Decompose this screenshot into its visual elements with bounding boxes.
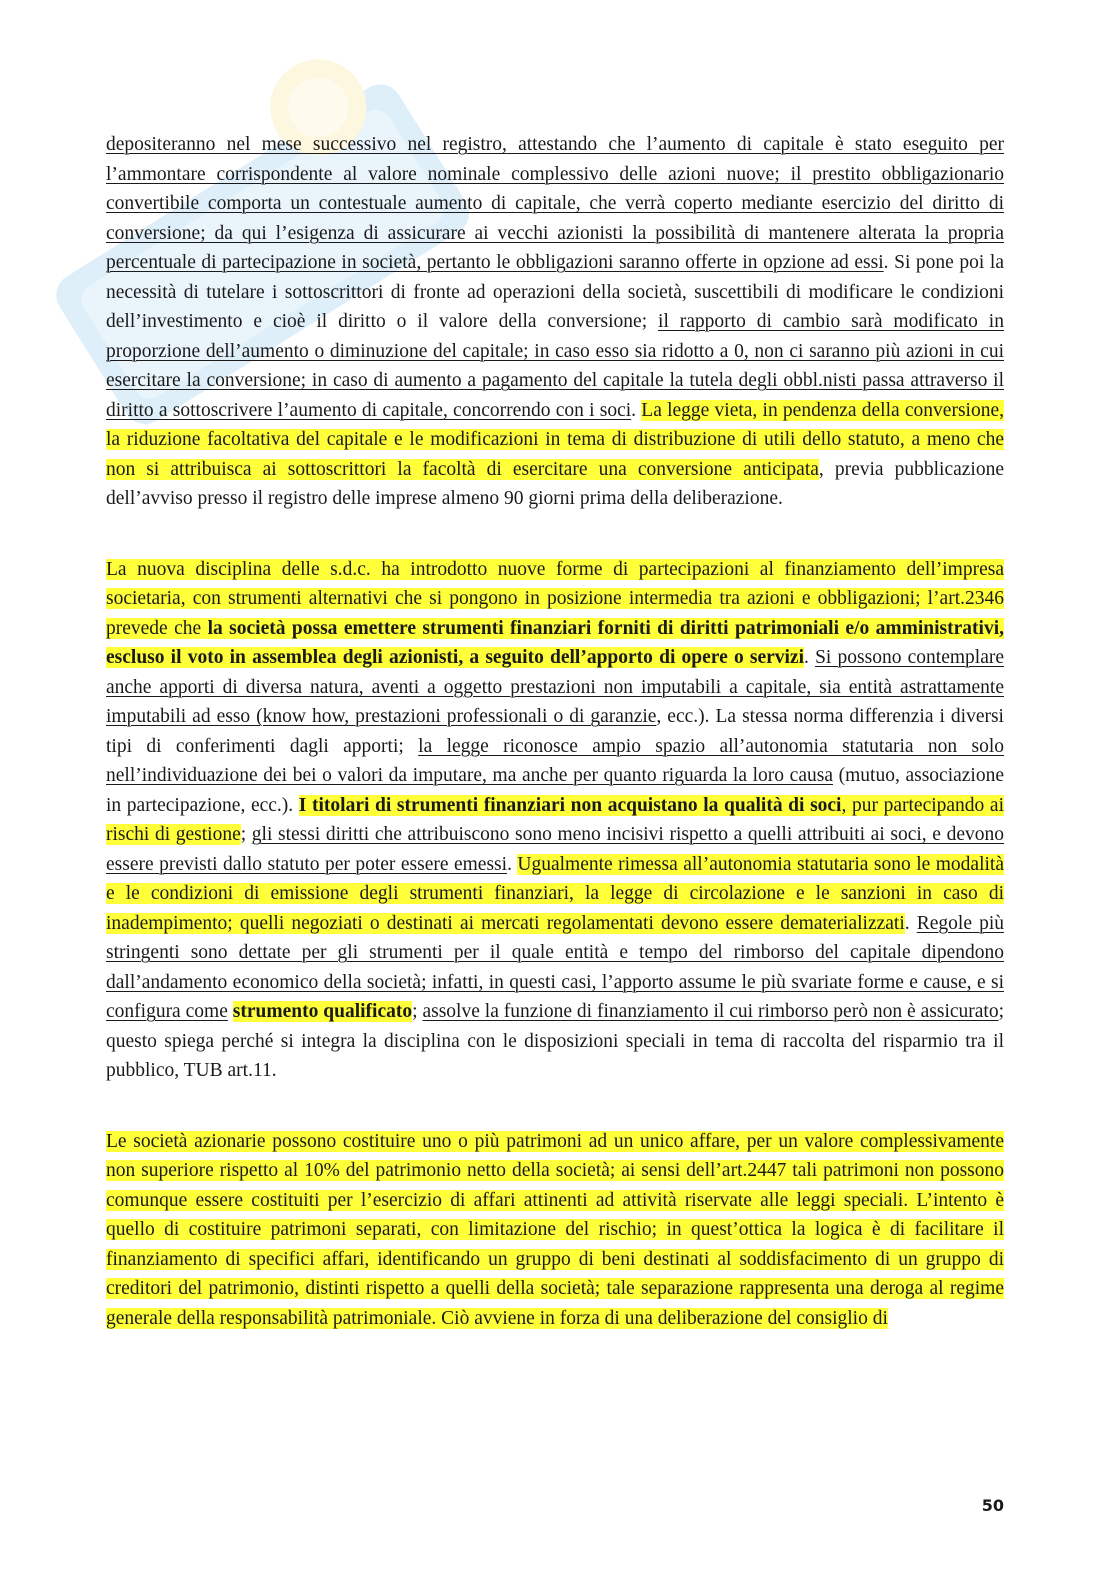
paragraph-convertible-bonds [106, 130, 1004, 514]
plain-text: ; questo spiega perché si integra la disciplina con le disposizioni speciali in tema di raccolta del risparmio tra il pubblico, TUB art.11. [106, 1001, 1005, 1081]
highlighted-bold-text: strumento qualificato [232, 1001, 413, 1022]
page-number: 50 [981, 1496, 1004, 1515]
paragraph-separate-assets [106, 1127, 1004, 1334]
underlined-text: la legge riconosce ampio spazio all’autonomia statutaria non solo nell’individuazione dei bei o valori da imputare, ma anche per quanto riguarda la loro causa [106, 735, 1004, 786]
plain-text: , previa pubblicazione dell’avviso presso il registro delle imprese almeno 90 giorni prima della deliberazione. [106, 458, 1004, 509]
paragraph-financial-instruments [106, 555, 1004, 1086]
plain-text: . [507, 853, 518, 875]
underlined-text: assolve la funzione di finanziamento il cui rimborso però non è assicurato [422, 1001, 999, 1022]
document-page [106, 130, 1004, 1333]
highlighted-text: , pur partecipando ai rischi di gestione [106, 794, 1004, 845]
plain-text: ; [240, 824, 252, 845]
underlined-text: Si possono contemplare anche apporti di diversa natura, aventi a oggetto prestazioni non imputabili a capitale, sia entità astrattamente imputabili ad esso (know how, prestazioni professionali o di garanzie [106, 647, 1004, 727]
highlighted-text: La nuova disciplina delle s.d.c. ha introdotto nuove forme di partecipazioni al finanziamento dell’impresa societaria, con strumenti alternativi che si pongono in posizione intermedia tra azioni e obbligazioni; l’art.2346 prevede che [106, 558, 1004, 639]
plain-text: . [631, 399, 642, 421]
highlighted-bold-text: I titolari di strumenti finanziari non acquistano la qualità di soci [298, 794, 842, 816]
highlighted-text: Le società azionarie possono costituire uno o più patrimoni ad un unico affare, per un valore complessivamente non superiore rispetto al 10% del patrimonio netto della società; ai sensi dell’art.2447 tali patrimoni non possono comunque essere costituiti per l’esercizio di affari attinenti ad attività riservate alle leggi speciali. L’intento è quello di costituire patrimoni separati, con limitazione del rischio; in quest’ottica la logica è di facilitare il finanziamento di specifici affari, identificando un gruppo di beni destinati al soddisfacimento di un gruppo di creditori del patrimonio, distinti rispetto a quelli della società; tale separazione rappresenta una deroga al regime generale della responsabilità patrimoniale. Ciò avviene in forza di una deliberazione del consiglio di [106, 1130, 1004, 1329]
plain-text: . Si pone poi la necessità di tutelare i sottoscrittori di fronte ad operazioni della società, suscettibili di modificare le condizioni dell’investimento e cioè il diritto o il valore della conversione; [106, 252, 1004, 332]
plain-text: ; [412, 1001, 423, 1022]
highlighted-text: La legge vieta, in pendenza della conversione, la riduzione facoltativa del capitale e le modificazioni in tema di distribuzione di utili dello statuto, a meno che non si attribuisca ai sottoscrittori la facoltà di esercitare una conversione anticipata [106, 399, 1004, 480]
highlighted-text: Ugualmente rimessa all’autonomia statutaria sono le modalità e le condizioni di emissione degli strumenti finanziari, la legge di circolazione e le sanzioni in caso di inadempimento; quelli negoziati o destinati ai mercati regolamentati devono essere dematerializzati [106, 853, 1004, 934]
plain-text: . [804, 647, 816, 668]
plain-text: . [904, 912, 917, 934]
plain-text: (mutuo, associazione in partecipazione, ecc.). [106, 765, 1004, 816]
plain-text: , ecc.). La stessa norma differenzia i diversi tipi di conferimenti dagli apporti; [106, 706, 1004, 757]
underlined-text: il rapporto di cambio sarà modificato in proporzione dell’aumento o diminuzione del capitale; in caso esso sia ridotto a 0, non ci saranno più azioni in cui esercitare la conversione; in caso di aumento a pagamento del capitale la tutela degli obbl.nisti passa attraverso il diritto a sottoscrivere l’aumento di capitale, concorrendo con i soci [106, 311, 1004, 421]
underlined-text: Regole più stringenti sono dettate per gli strumenti per il quale entità e tempo del rimborso del capitale dipendono dall’andamento economico della società; infatti, in questi casi, l’apporto assume le più svariate forme e cause, e si configura come [106, 912, 1005, 1022]
highlighted-bold-text: la società possa emettere strumenti finanziari forniti di diritti patrimoniali e/o amministrativi, escluso il voto in assemblea degli azionisti, a seguito dell’apporto di opere o servizi [106, 617, 1004, 668]
underlined-text: depositeranno nel mese successivo nel registro, attestando che l’aumento di capitale è stato eseguito per l’ammontare corrispondente al valore nominale complessivo delle azioni nuove; il prestito obbligazionario convertibile comporta un contestuale aumento di capitale, che verrà coperto mediante esercizio del diritto di conversione; da qui l’esigenza di assicurare ai vecchi azionisti la possibilità di mantenere alterata la propria percentuale di partecipazione in società, pertanto le obbligazioni saranno offerte in opzione ad essi [106, 134, 1004, 273]
underlined-text: gli stessi diritti che attribuiscono sono meno incisivi rispetto a quelli attribuiti ai soci, e devono essere previsti dallo statuto per poter essere emessi [106, 824, 1004, 875]
